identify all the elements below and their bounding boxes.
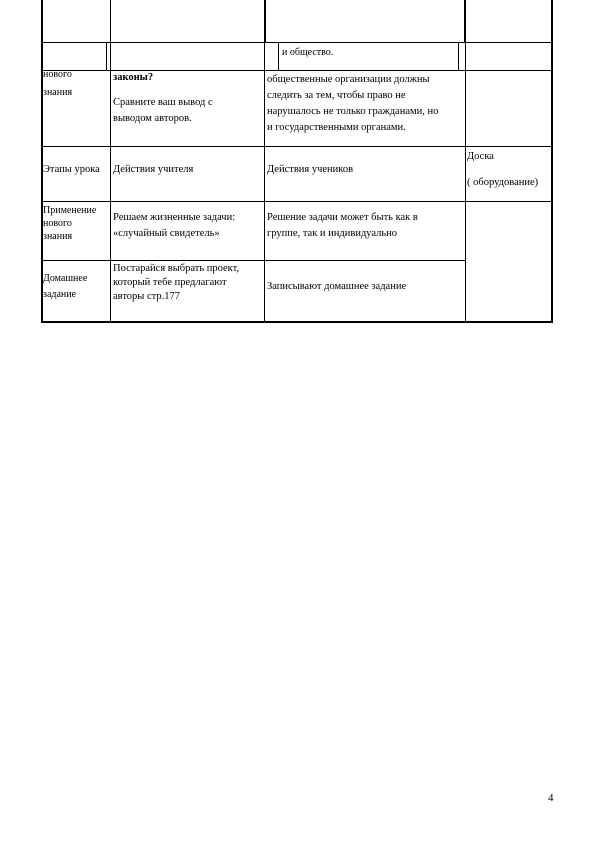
cell-text: и общество. <box>282 47 334 58</box>
table-line <box>41 201 553 202</box>
cell-text: законы? <box>113 72 154 83</box>
cell-text: нового знания <box>43 69 73 98</box>
row-teacher: Постарайся выбрать проект, который тебе предлагают авторы стр.177 <box>113 263 240 302</box>
row-stage: Применение нового знания <box>43 205 97 242</box>
header-board: Доска <box>467 151 494 162</box>
header-teacher: Действия учителя <box>113 164 194 175</box>
table-line <box>41 260 466 261</box>
row-teacher: Решаем жизненные задачи: «случайный свидетель» <box>113 212 236 239</box>
table-line <box>106 42 107 70</box>
row-students: Решение задачи может быть как в группе, так и индивидуально <box>267 212 418 239</box>
header-board-sub: ( оборудование) <box>467 177 539 188</box>
table-line <box>41 146 553 147</box>
table-line <box>278 42 279 70</box>
header-stage: Этапы урока <box>43 164 100 175</box>
table-line <box>458 42 459 70</box>
table-line <box>465 42 466 322</box>
table-border-right <box>551 0 553 322</box>
cell-text: общественные организации должны следить за тем, чтобы право не нарушалось не только гражданами, но и государственными органами. <box>267 74 439 133</box>
table-line <box>264 0 266 42</box>
page-number: 4 <box>548 792 554 804</box>
table-border-bottom <box>41 321 553 323</box>
table-line <box>464 0 466 42</box>
row-stage: Домашнее задание <box>43 273 88 300</box>
table-line <box>41 42 553 43</box>
row-students: Записывают домашнее задание <box>267 281 407 292</box>
table-line <box>110 0 111 322</box>
table-line <box>264 42 265 322</box>
cell-text: Сравните ваш вывод с выводом авторов. <box>113 97 213 124</box>
header-students: Действия учеников <box>267 164 354 175</box>
